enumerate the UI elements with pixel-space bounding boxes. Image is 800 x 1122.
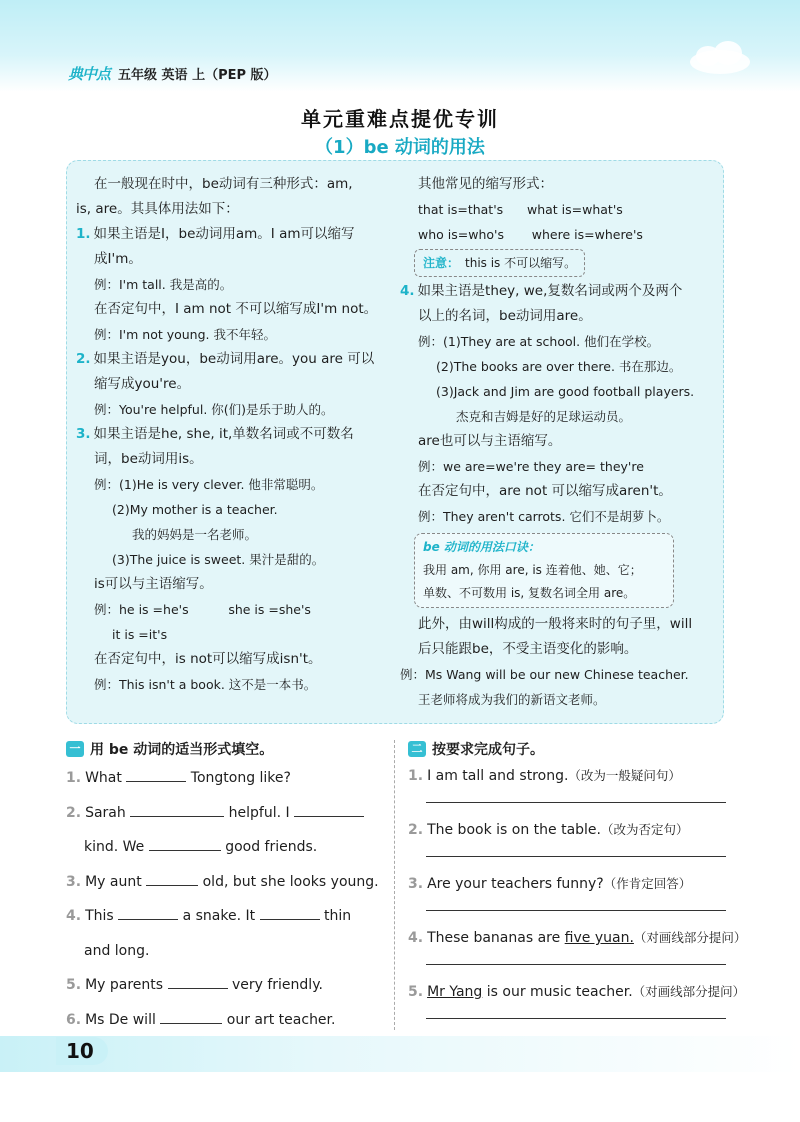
question-number: 3. [66, 873, 82, 890]
answer-blank[interactable] [149, 834, 221, 851]
future-rule: 后只能跟be，不受主语变化的影响。 [418, 641, 638, 657]
question-text: and long. [84, 942, 150, 959]
negative-rule: 在否定句中，are not 可以缩写成aren't。 [418, 483, 672, 499]
question-text: The book is on the table. [427, 822, 601, 838]
example: 例：I'm tall. 我是高的。 [94, 277, 233, 292]
exercise1-heading [66, 739, 273, 759]
question-item [66, 902, 384, 937]
question-text: My aunt [85, 873, 142, 890]
answer-blank[interactable] [260, 903, 320, 920]
answer-line[interactable] [426, 802, 726, 803]
answer-blank[interactable] [294, 800, 364, 817]
rule-number: 4. [400, 283, 415, 299]
question-hint: （改为一般疑问句） [568, 768, 681, 783]
question-number: 4. [66, 908, 82, 924]
exercise1-badge: 一 [66, 741, 84, 757]
question-item [66, 1006, 384, 1041]
answer-blank[interactable] [160, 1007, 222, 1024]
rhyme-box [414, 533, 674, 608]
example: 例：You're helpful. 你(们)是乐于助人的。 [94, 402, 334, 417]
example: 例：(1)He is very clever. 他非常聪明。 [94, 477, 324, 492]
question-text: Tongtong like? [190, 770, 291, 786]
example: it is =it's [112, 627, 168, 642]
question-number: 4. [408, 930, 424, 946]
question-item [66, 799, 384, 834]
abbr-rule: is可以与主语缩写。 [94, 576, 213, 592]
future-rule: 此外，由will构成的一般将来时的句子里，will [418, 616, 693, 632]
tip-text: this is 不可以缩写。 [465, 256, 577, 270]
exercise2-list [408, 764, 747, 1034]
question-hint: （对画线部分提问） [633, 930, 747, 945]
page-header [68, 62, 277, 84]
answer-blank[interactable] [118, 903, 178, 920]
rule-text: 如果主语是you，be动词用are。you are 可以 [93, 351, 375, 367]
question-number: 5. [66, 977, 82, 993]
notes-right-column [400, 172, 718, 712]
question-item [408, 926, 747, 980]
question-hint: （对画线部分提问） [632, 984, 746, 999]
example: 例：we are=we're they are= they're [418, 459, 644, 474]
answer-blank[interactable] [130, 800, 224, 817]
example: (3)The juice is sweet. 果汁是甜的。 [112, 552, 325, 567]
book-title: 五年级 英语 上（PEP 版） [118, 67, 277, 83]
answer-line[interactable] [426, 856, 726, 857]
question-text: My parents [85, 977, 164, 993]
rule-number: 3. [76, 426, 91, 442]
example-translation: 我的妈妈是一名老师。 [132, 527, 258, 542]
question-text: Sarah [85, 804, 126, 821]
question-text: old, but she looks young. [202, 873, 379, 890]
underlined-part: Mr Yang [427, 984, 483, 1000]
question-item [66, 868, 384, 903]
example: 例：Ms Wang will be our new Chinese teacher. [400, 667, 689, 682]
other-forms-row: who is=who's where is=where's [418, 227, 643, 242]
answer-blank[interactable] [146, 869, 198, 886]
rule-text: 以上的名词，be动词用are。 [418, 308, 592, 324]
example: (2)The books are over there. 书在那边。 [436, 359, 682, 374]
answer-line[interactable] [426, 1018, 726, 1019]
tip-label: 注意： [423, 256, 460, 270]
question-number: 2. [408, 822, 424, 838]
cloud-icon [680, 38, 760, 78]
question-text: This [85, 908, 114, 924]
question-number: 1. [408, 768, 424, 784]
question-item [408, 872, 728, 926]
question-text: thin [324, 908, 352, 924]
question-item [66, 833, 384, 868]
question-number: 3. [408, 876, 424, 892]
rule-text: 如果主语是I，be动词用am。I am可以缩写 [93, 226, 355, 242]
question-number: 6. [66, 1011, 82, 1028]
question-hint: （改为否定句） [600, 822, 689, 837]
example: 例：I'm not young. 我不年轻。 [94, 327, 276, 342]
example: 例：This isn't a book. 这不是一本书。 [94, 677, 317, 692]
page-number: 10 [56, 1037, 108, 1065]
exercise2-heading [408, 739, 544, 759]
question-item [66, 971, 384, 1006]
example: 例：he is =he's she is =she's [94, 602, 311, 617]
rule-text: 缩写成you're。 [94, 376, 191, 392]
notes-left-column [76, 172, 388, 697]
question-item [408, 818, 728, 872]
rule-number: 1. [76, 226, 91, 242]
column-divider [394, 740, 395, 1030]
exercise2-badge: 二 [408, 741, 426, 757]
intro-line: is, are。其具体用法如下： [76, 201, 239, 217]
example: (2)My mother is a teacher. [112, 502, 278, 517]
answer-blank[interactable] [168, 972, 228, 989]
question-number: 5. [408, 984, 424, 1000]
tip-box [414, 249, 585, 277]
question-item [66, 764, 384, 799]
rhyme-title: be 动词的用法口诀： [423, 540, 540, 554]
rhyme-line: 单数、不可数用 is, 复数名词全用 are。 [423, 586, 636, 600]
other-forms-row: that is=that's what is=what's [418, 202, 623, 217]
page-title: 单元重难点提优专训 [301, 107, 499, 131]
question-text: is our music teacher. [482, 984, 633, 1000]
question-text: our art teacher. [226, 1011, 336, 1028]
question-item [66, 937, 384, 972]
example: (3)Jack and Jim are good football players. [436, 384, 695, 399]
underlined-part: five yuan. [564, 930, 634, 946]
question-text: Are your teachers funny? [427, 876, 604, 892]
rule-number: 2. [76, 351, 91, 367]
question-text: These bananas are [427, 930, 565, 946]
question-number: 1. [66, 770, 82, 786]
question-item [408, 980, 746, 1034]
question-number: 2. [66, 804, 82, 821]
question-text: good friends. [225, 839, 318, 855]
question-text: kind. We [84, 839, 145, 855]
intro-line: 在一般现在时中，be动词有三种形式：am, [94, 176, 353, 192]
example: 例：They aren't carrots. 它们不是胡萝卜。 [418, 509, 670, 524]
question-text: helpful. I [228, 804, 290, 821]
example-translation: 王老师将成为我们的新语文老师。 [418, 692, 606, 707]
exercise2-title: 按要求完成句子。 [432, 742, 544, 758]
question-text: Ms De will [85, 1011, 156, 1028]
rule-text: 如果主语是they, we,复数名词或两个及两个 [417, 283, 683, 299]
abbr-rule: are也可以与主语缩写。 [418, 433, 562, 449]
question-text: a snake. It [182, 908, 256, 924]
negative-rule: 在否定句中，I am not 不可以缩写成I'm not。 [94, 301, 378, 317]
question-hint: （作肯定回答） [603, 876, 692, 891]
section-subtitle: （1）be 动词的用法 [315, 137, 485, 158]
example: 例：(1)They are at school. 他们在学校。 [418, 334, 660, 349]
question-text: What [85, 770, 122, 786]
answer-line[interactable] [426, 964, 726, 965]
rule-text: 如果主语是he, she, it,单数名词或不可数名 [93, 426, 354, 442]
logo: 典中点 [68, 64, 111, 83]
footer-band [0, 1036, 800, 1072]
rule-text: 成I'm。 [94, 251, 142, 267]
other-forms-title: 其他常见的缩写形式： [418, 176, 553, 192]
answer-blank[interactable] [126, 765, 186, 782]
rhyme-line: 我用 am, 你用 are, is 连着他、她、它； [423, 563, 642, 577]
example-translation: 杰克和吉姆是好的足球运动员。 [456, 409, 632, 424]
question-item [408, 764, 728, 818]
negative-rule: 在否定句中，is not可以缩写成isn't。 [94, 651, 322, 667]
question-text: I am tall and strong. [427, 768, 569, 784]
rule-text: 词，be动词用is。 [94, 451, 203, 467]
exercise1-list [66, 764, 384, 1040]
exercise1-title: 用 be 动词的适当形式填空。 [90, 742, 274, 758]
question-text: very friendly. [231, 977, 323, 993]
answer-line[interactable] [426, 910, 726, 911]
